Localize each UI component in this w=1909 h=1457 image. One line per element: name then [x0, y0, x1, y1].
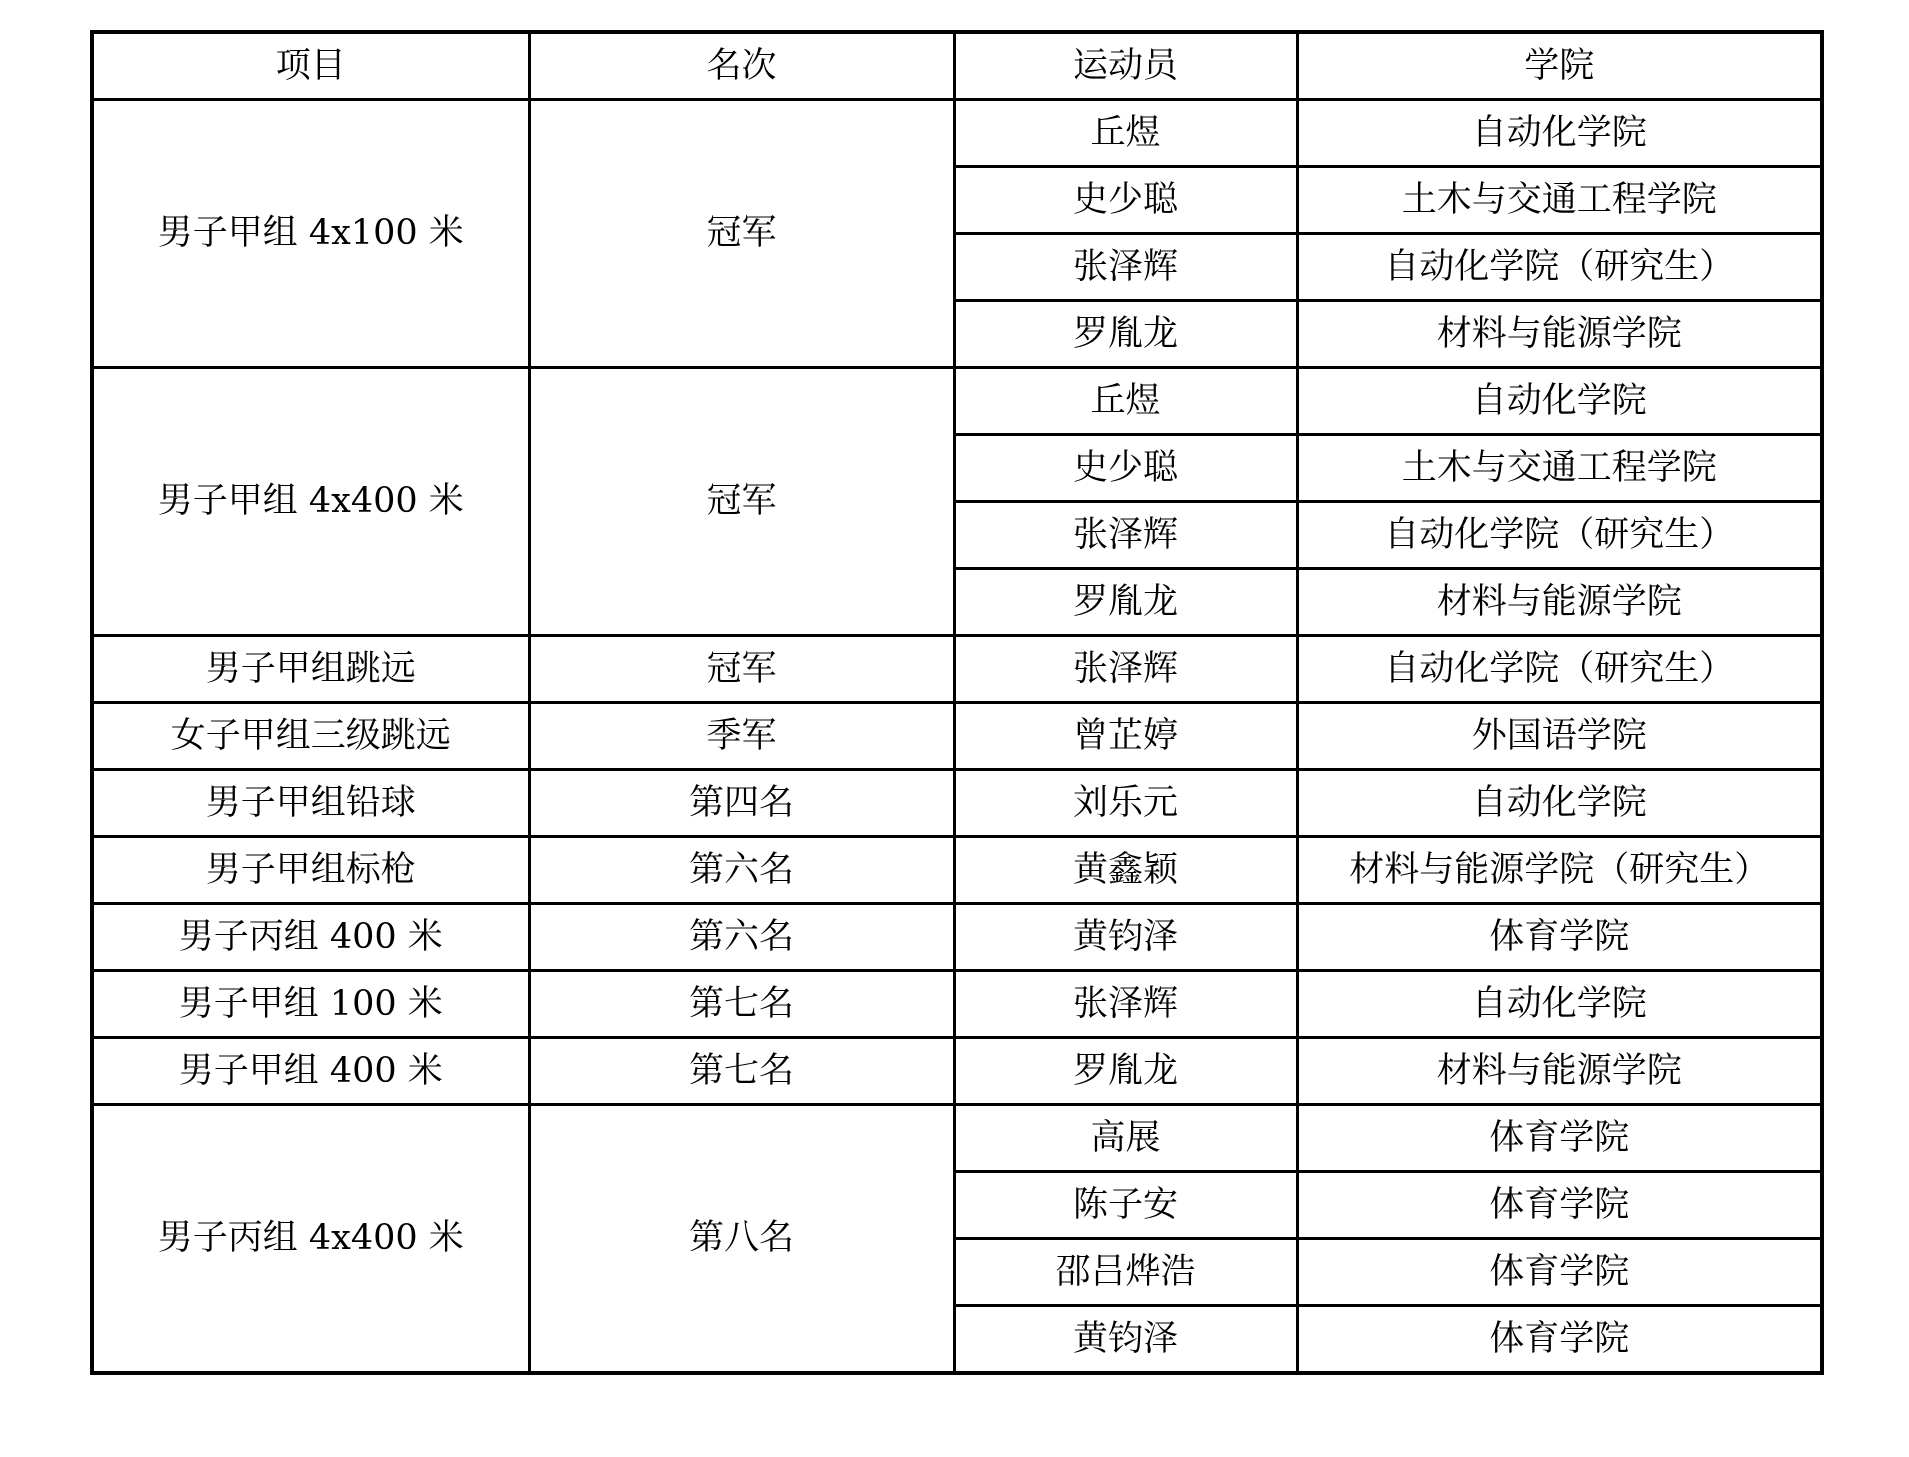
results-table — [90, 30, 1824, 1375]
table-row — [92, 837, 1822, 904]
college-cell: 体育学院 — [1297, 1306, 1822, 1374]
athlete-cell: 张泽辉 — [954, 636, 1297, 703]
rank-cell: 冠军 — [529, 100, 954, 368]
event-cell: 男子甲组标枪 — [92, 837, 529, 904]
college-cell: 材料与能源学院 — [1297, 1038, 1822, 1105]
column-header: 名次 — [529, 32, 954, 100]
college-cell: 体育学院 — [1297, 1172, 1822, 1239]
athlete-cell: 史少聪 — [954, 167, 1297, 234]
table-row — [92, 1105, 1822, 1172]
table-row — [92, 770, 1822, 837]
table-row — [92, 100, 1822, 167]
table-row — [92, 904, 1822, 971]
college-cell: 体育学院 — [1297, 1239, 1822, 1306]
column-header: 运动员 — [954, 32, 1297, 100]
athlete-cell: 张泽辉 — [954, 234, 1297, 301]
college-cell: 土木与交通工程学院 — [1297, 435, 1822, 502]
event-cell: 男子甲组 400 米 — [92, 1038, 529, 1105]
header-row — [92, 32, 1822, 100]
event-cell: 女子甲组三级跳远 — [92, 703, 529, 770]
college-cell: 自动化学院（研究生） — [1297, 234, 1822, 301]
rank-cell: 第四名 — [529, 770, 954, 837]
athlete-cell: 黄钧泽 — [954, 904, 1297, 971]
college-cell: 土木与交通工程学院 — [1297, 167, 1822, 234]
athlete-cell: 丘煜 — [954, 368, 1297, 435]
event-cell: 男子甲组 4x100 米 — [92, 100, 529, 368]
rank-cell: 冠军 — [529, 368, 954, 636]
event-cell: 男子甲组铅球 — [92, 770, 529, 837]
rank-cell: 第六名 — [529, 837, 954, 904]
table-row — [92, 368, 1822, 435]
athlete-cell: 罗胤龙 — [954, 301, 1297, 368]
event-cell: 男子甲组跳远 — [92, 636, 529, 703]
college-cell: 自动化学院 — [1297, 770, 1822, 837]
college-cell: 外国语学院 — [1297, 703, 1822, 770]
event-cell: 男子丙组 4x400 米 — [92, 1105, 529, 1374]
college-cell: 自动化学院（研究生） — [1297, 502, 1822, 569]
rank-cell: 第七名 — [529, 971, 954, 1038]
athlete-cell: 陈子安 — [954, 1172, 1297, 1239]
event-cell: 男子甲组 100 米 — [92, 971, 529, 1038]
college-cell: 材料与能源学院 — [1297, 569, 1822, 636]
athlete-cell: 张泽辉 — [954, 971, 1297, 1038]
college-cell: 自动化学院 — [1297, 368, 1822, 435]
athlete-cell: 罗胤龙 — [954, 569, 1297, 636]
table-row — [92, 971, 1822, 1038]
college-cell: 材料与能源学院（研究生） — [1297, 837, 1822, 904]
college-cell: 自动化学院（研究生） — [1297, 636, 1822, 703]
results-table-body — [92, 100, 1822, 1374]
rank-cell: 第八名 — [529, 1105, 954, 1374]
athlete-cell: 曾芷婷 — [954, 703, 1297, 770]
rank-cell: 第六名 — [529, 904, 954, 971]
rank-cell: 第七名 — [529, 1038, 954, 1105]
athlete-cell: 刘乐元 — [954, 770, 1297, 837]
rank-cell: 季军 — [529, 703, 954, 770]
table-row — [92, 1038, 1822, 1105]
athlete-cell: 邵吕烨浩 — [954, 1239, 1297, 1306]
column-header: 项目 — [92, 32, 529, 100]
column-header: 学院 — [1297, 32, 1822, 100]
college-cell: 体育学院 — [1297, 1105, 1822, 1172]
event-cell: 男子甲组 4x400 米 — [92, 368, 529, 636]
athlete-cell: 罗胤龙 — [954, 1038, 1297, 1105]
event-cell: 男子丙组 400 米 — [92, 904, 529, 971]
rank-cell: 冠军 — [529, 636, 954, 703]
athlete-cell: 黄钧泽 — [954, 1306, 1297, 1374]
athlete-cell: 丘煜 — [954, 100, 1297, 167]
table-row — [92, 703, 1822, 770]
athlete-cell: 高展 — [954, 1105, 1297, 1172]
table-row — [92, 636, 1822, 703]
athlete-cell: 史少聪 — [954, 435, 1297, 502]
college-cell: 材料与能源学院 — [1297, 301, 1822, 368]
college-cell: 体育学院 — [1297, 904, 1822, 971]
athlete-cell: 张泽辉 — [954, 502, 1297, 569]
athlete-cell: 黄鑫颖 — [954, 837, 1297, 904]
college-cell: 自动化学院 — [1297, 100, 1822, 167]
college-cell: 自动化学院 — [1297, 971, 1822, 1038]
